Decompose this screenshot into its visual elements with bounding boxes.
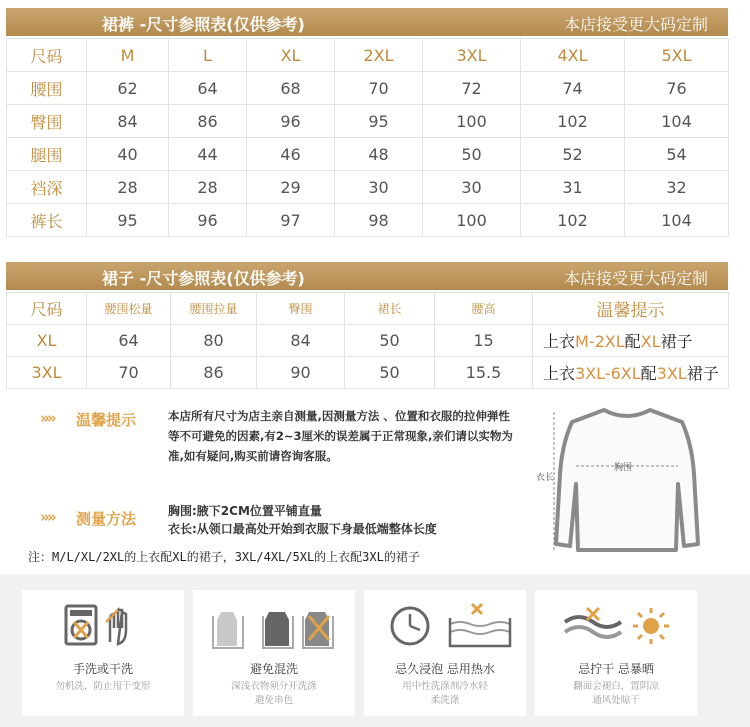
header-cell: 腰高: [435, 293, 533, 325]
row-label: 3XL: [7, 357, 87, 389]
tips-body: 本店所有尺寸为店主亲自测量,因测量方法 、位置和衣服的拉伸弹性等不可避免的因素,有2~3厘米的误差属于正常现象,亲们请以实物为准,如有疑问,购买前请咨询客服。: [168, 409, 513, 463]
care-desc-line: 避免串色: [254, 695, 293, 706]
care-desc-line: 用中性洗涤剂冷水轻: [402, 681, 488, 692]
table-cell: 104: [625, 105, 729, 138]
table-cell: 54: [625, 138, 729, 171]
length-label: 衣长: [536, 473, 555, 483]
table-cell: 80: [171, 325, 257, 357]
skirt-size-table: [6, 292, 729, 389]
header-cell: 3XL: [423, 39, 521, 72]
table-cell: 84: [257, 325, 345, 357]
no-soak-hot-water-icon: [364, 598, 526, 654]
table-cell: 48: [335, 138, 423, 171]
table-cell: 95: [87, 204, 169, 237]
row-label: 裆深: [7, 171, 87, 204]
pairing-tip: [533, 325, 729, 357]
table-cell: 31: [521, 171, 625, 204]
table-cell: 64: [169, 72, 247, 105]
header-cell: 尺码: [7, 293, 87, 325]
header-cell: 腰围拉量: [171, 293, 257, 325]
table-cell: 86: [169, 105, 247, 138]
skirt-custom-note: 本店接受更大码定制: [563, 269, 708, 288]
table-cell: 95: [335, 105, 423, 138]
header-cell: 尺码: [7, 39, 87, 72]
care-card-hand-wash: [22, 590, 184, 716]
table-cell: 74: [521, 72, 625, 105]
care-card-no-wring: [535, 590, 697, 716]
table-row: [7, 105, 729, 138]
skirt-title-band: [6, 262, 728, 290]
care-desc-line: 柔洗涤: [430, 695, 460, 706]
header-cell: 腰围松量: [87, 293, 171, 325]
table-row: [7, 204, 729, 237]
pairing-tip: [533, 357, 729, 389]
tip-part: 上衣: [543, 364, 576, 383]
skirt-chart-title: 裙子 -尺寸参照表(仅供参考): [102, 269, 305, 288]
care-card-no-mix: [193, 590, 355, 716]
measure-heading: 测量方法: [76, 510, 137, 528]
table-cell: 30: [423, 171, 521, 204]
table-cell: 97: [247, 204, 335, 237]
table-cell: 68: [247, 72, 335, 105]
table-cell: 84: [87, 105, 169, 138]
care-title: 手洗或干洗: [72, 662, 133, 676]
table-cell: 32: [625, 171, 729, 204]
tip-part: 配: [640, 364, 657, 383]
table-row: [7, 138, 729, 171]
table-cell: 30: [335, 171, 423, 204]
header-cell: XL: [247, 39, 335, 72]
skirt-header-row: [7, 293, 729, 325]
table-cell: 28: [87, 171, 169, 204]
care-desc-line: 勿机洗，防止甩干变形: [55, 681, 151, 692]
double-chevron-icon: »: [47, 409, 54, 427]
chest-label: 胸围: [614, 463, 633, 473]
header-cell: M: [87, 39, 169, 72]
measure-line-length: 衣长:从领口最高处开始到衣服下身最低端整体长度: [168, 522, 437, 536]
care-title: 忌久浸泡 忌用热水: [395, 662, 495, 676]
header-cell: 臀围: [257, 293, 345, 325]
table-cell: 100: [423, 105, 521, 138]
row-label: 腰围: [7, 72, 87, 105]
header-cell: 4XL: [521, 39, 625, 72]
tip-part: 裙子: [660, 332, 693, 351]
no-machine-wash-icon: [22, 598, 184, 654]
shirt-diagram: [532, 404, 722, 554]
table-cell: 70: [335, 72, 423, 105]
table-cell: 72: [423, 72, 521, 105]
table-cell: 102: [521, 105, 625, 138]
table-cell: 44: [169, 138, 247, 171]
table-cell: 76: [625, 72, 729, 105]
care-desc: [22, 680, 184, 694]
table-cell: 98: [335, 204, 423, 237]
table-cell: 40: [87, 138, 169, 171]
table-cell: 90: [257, 357, 345, 389]
tip-size: M-2XL: [575, 332, 625, 351]
double-chevron-icon: »: [47, 508, 54, 526]
tip-size: XL: [640, 332, 661, 351]
care-desc-line: 翻面会褪白，置阴凉: [573, 681, 659, 692]
table-cell: 70: [87, 357, 171, 389]
row-label: 腿围: [7, 138, 87, 171]
table-cell: 50: [345, 357, 435, 389]
pants-size-table: [6, 38, 729, 237]
care-desc: [535, 680, 697, 708]
care-desc-line: 通风处晾干: [592, 695, 640, 706]
table-cell: 100: [423, 204, 521, 237]
table-cell: 46: [247, 138, 335, 171]
tip-size: 3XL: [656, 364, 687, 383]
row-label: 臀围: [7, 105, 87, 138]
no-wring-no-sun-icon: [535, 598, 697, 654]
table-cell: 15: [435, 325, 533, 357]
double-chevron-icon: »: [40, 508, 47, 526]
tip-header-cell: 温馨提示: [533, 293, 729, 325]
table-cell: 96: [169, 204, 247, 237]
pairing-note: 注：M/L/XL/2XL的上衣配XL的裙子，3XL/4XL/5XL的上衣配3XL的裙子: [28, 550, 420, 564]
table-cell: 86: [171, 357, 257, 389]
header-cell: 裙长: [345, 293, 435, 325]
table-cell: 62: [87, 72, 169, 105]
table-cell: 52: [521, 138, 625, 171]
care-desc: [193, 680, 355, 708]
measure-body: [168, 502, 437, 538]
table-cell: 28: [169, 171, 247, 204]
tip-size: 3XL-6XL: [575, 364, 641, 383]
pants-custom-note: 本店接受更大码定制: [563, 15, 708, 34]
care-title: 忌拧干 忌暴晒: [578, 662, 654, 676]
header-cell: 2XL: [335, 39, 423, 72]
pants-chart-title: 裙裤 -尺寸参照表(仅供参考): [102, 15, 305, 34]
measure-line-chest: 胸围:腋下2CM位置平铺直量: [168, 504, 322, 518]
row-label: XL: [7, 325, 87, 357]
table-cell: 96: [247, 105, 335, 138]
table-cell: 15.5: [435, 357, 533, 389]
double-chevron-icon: »: [40, 409, 47, 427]
tip-part: 配: [624, 332, 641, 351]
table-row: [7, 171, 729, 204]
table-cell: 102: [521, 204, 625, 237]
row-label: 裤长: [7, 204, 87, 237]
care-desc: [364, 680, 526, 708]
header-cell: L: [169, 39, 247, 72]
care-card-no-soak: [364, 590, 526, 716]
care-title: 避免混洗: [249, 662, 298, 676]
pants-title-band: [6, 8, 728, 36]
tip-part: 上衣: [543, 332, 576, 351]
table-cell: 104: [625, 204, 729, 237]
header-cell: 5XL: [625, 39, 729, 72]
table-cell: 50: [423, 138, 521, 171]
table-row: [7, 325, 729, 357]
table-cell: 29: [247, 171, 335, 204]
table-row: [7, 72, 729, 105]
tips-heading: 温馨提示: [76, 411, 137, 429]
table-cell: 64: [87, 325, 171, 357]
shirt-outline-icon: [532, 404, 722, 554]
pants-header-row: [7, 39, 729, 72]
tip-part: 裙子: [686, 364, 719, 383]
table-row: [7, 357, 729, 389]
care-desc-line: 深浅衣物须分开洗涤: [231, 681, 317, 692]
table-cell: 50: [345, 325, 435, 357]
no-mixed-wash-icon: [193, 598, 355, 654]
